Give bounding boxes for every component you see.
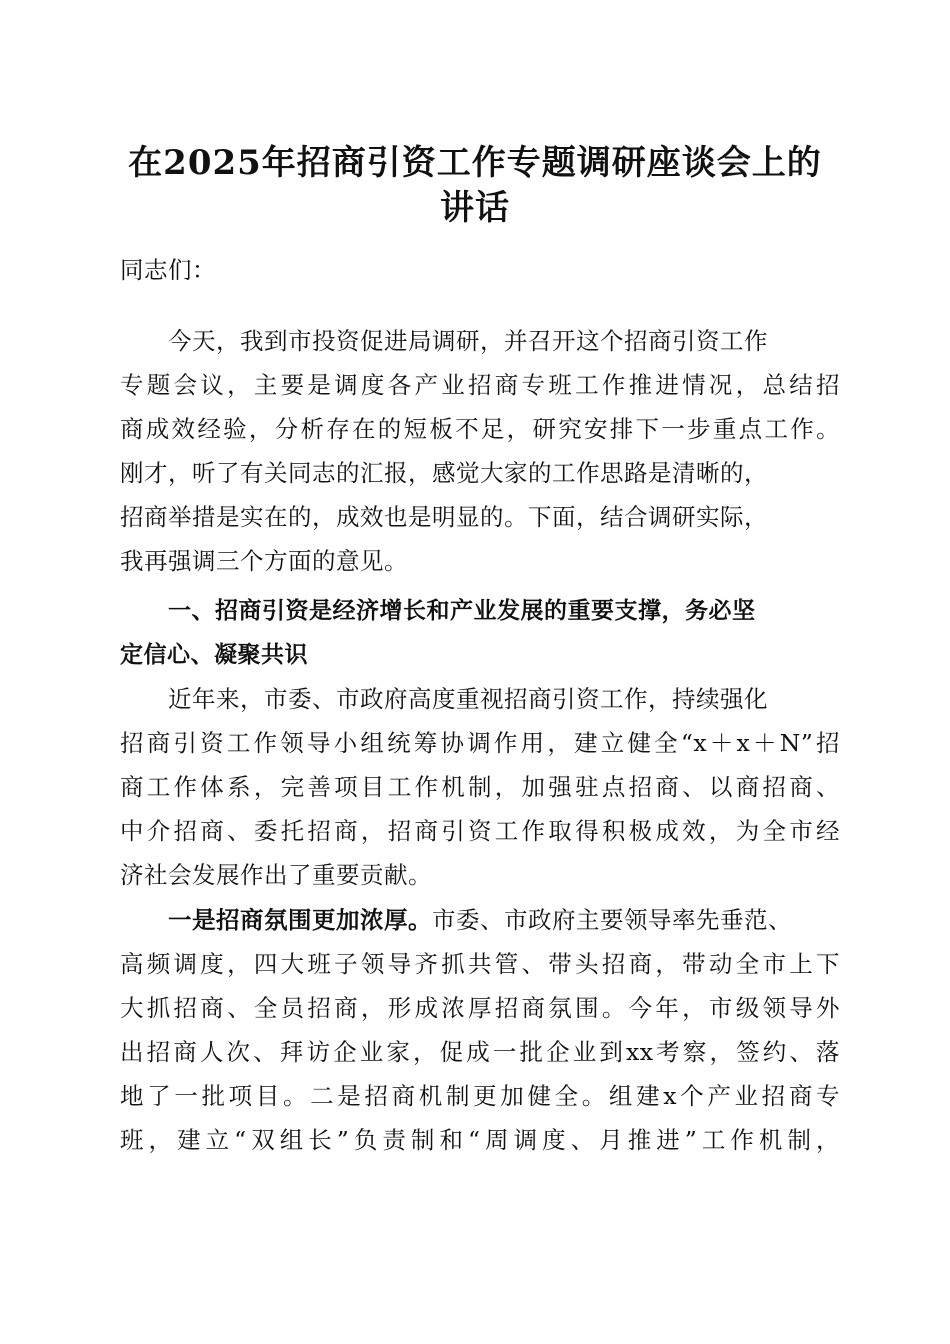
paragraph-line: 我再强调三个方面的意见。: [120, 547, 408, 575]
paragraph-line: 出招商人次、拜访企业家，促成一批企业到xx考察，签约、落: [120, 1038, 840, 1066]
paragraph-line: 今天，我到市投资促进局调研，并召开这个招商引资工作: [168, 327, 768, 355]
paragraph-line: 高频调度，四大班子领导齐抓共管、带头招商，带动全市上下: [120, 950, 840, 978]
paragraph-line: 班，建立“双组长”负责制和“周调度、月推进”工作机制，: [120, 1126, 840, 1154]
section-heading-line: 一、招商引资是经济增长和产业发展的重要支撑，务必坚: [168, 598, 756, 624]
paragraph-line: 近年来，市委、市政府高度重视招商引资工作，持续强化: [168, 685, 768, 713]
paragraph-text: 市委、市政府主要领导率先垂范、: [432, 906, 792, 934]
paragraph-line: 大抓招商、全员招商，形成浓厚招商氛围。今年，市级领导外: [120, 994, 840, 1022]
paragraph-line: 济社会发展作出了重要贡献。: [120, 861, 432, 889]
document-title-line-1: 在2025年招商引资工作专题调研座谈会上的: [128, 143, 822, 183]
paragraph-line: 商成效经验，分析存在的短板不足，研究安排下一步重点工作。: [120, 415, 840, 443]
bold-lead-phrase: 一是招商氛围更加浓厚。: [168, 906, 432, 934]
document-title-line-2: 讲话: [440, 188, 510, 228]
paragraph-line: 商工作体系，完善项目工作机制，加强驻点招商、以商招商、: [120, 773, 840, 801]
paragraph-line: [168, 898, 840, 942]
paragraph-line: 地了一批项目。二是招商机制更加健全。组建x个产业招商专: [120, 1082, 840, 1110]
paragraph-line: 刚才，听了有关同志的汇报，感觉大家的工作思路是清晰的，: [120, 459, 768, 487]
paragraph-line: 专题会议，主要是调度各产业招商专班工作推进情况，总结招: [120, 371, 840, 399]
paragraph-line: 招商举措是实在的，成效也是明显的。下面，结合调研实际，: [120, 503, 768, 531]
paragraph-line: 中介招商、委托招商，招商引资工作取得积极成效，为全市经: [120, 817, 840, 845]
paragraph-line: 招商引资工作领导小组统筹协调作用，建立健全“x＋x＋N”招: [120, 729, 840, 757]
section-heading-line: 定信心、凝聚共识: [120, 642, 308, 668]
salutation: 同志们：: [120, 256, 216, 284]
